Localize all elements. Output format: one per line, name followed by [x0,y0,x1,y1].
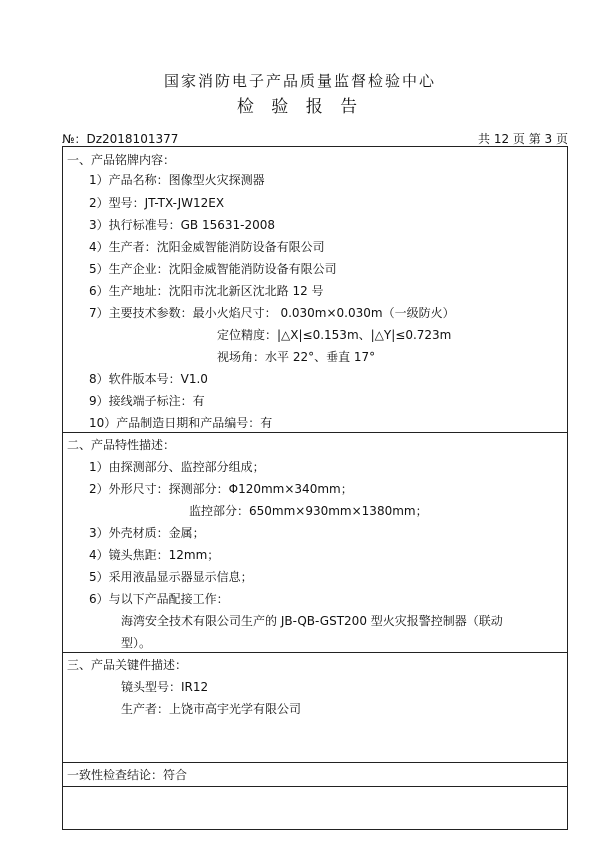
feature-dimensions-monitor: 监控部分：650mm×930mm×1380mm； [189,504,428,518]
product-producer: 4）生产者：沈阳金威智能消防设备有限公司 [89,240,325,254]
product-name: 1）产品名称：图像型火灾探测器 [89,173,265,187]
product-standard: 3）执行标准号：GB 15631-2008 [89,218,276,232]
report-number: №：Dz2018101377 [62,132,179,146]
keypart-producer: 生产者：上饶市高宇光学有限公司 [121,702,302,716]
divider-4 [63,786,567,787]
terminal-marking: 9）接线端子标注：有 [89,394,205,408]
product-enterprise: 5）生产企业：沈阳金威智能消防设备有限公司 [89,262,337,276]
keypart-lens-model: 镜头型号：IR12 [121,680,209,694]
section-keyparts-heading: 三、产品关键件描述： [67,658,188,672]
divider-2 [63,652,567,653]
feature-compatibility: 6）与以下产品配接工作： [89,592,229,606]
feature-focal-length: 4）镜头焦距：12mm； [89,548,220,562]
section-nameplate-heading: 一、产品铭牌内容： [67,153,176,167]
feature-compatibility-detail: 海湾安全技术有限公司生产的 JB-QB-GST200 型火灾报警控制器（联动 [121,614,503,628]
report-table [62,146,568,830]
report-meta [62,130,568,147]
org-title: 国家消防电子产品质量监督检验中心 [163,72,436,90]
divider-3 [63,762,567,763]
tech-params-view-angle: 视场角：水平 22°、垂直 17° [217,350,376,364]
product-model: 2）型号：JT-TX-JW12EX [89,196,225,210]
page-indicator: 共 12 页 第 3 页 [478,132,568,146]
software-version: 8）软件版本号：V1.0 [89,372,208,386]
section-features-heading: 二、产品特性描述： [67,438,176,452]
tech-params: 7）主要技术参数：最小火焰尺寸： 0.030m×0.030m（一级防火） [89,306,455,320]
feature-material: 3）外壳材质：金属； [89,526,205,540]
feature-display: 5）采用液晶显示器显示信息； [89,570,253,584]
divider-1 [63,432,567,433]
feature-composition: 1）由探测部分、监控部分组成； [89,460,265,474]
tech-params-accuracy: 定位精度：|△X|≤0.153m、|△Y|≤0.723m [217,328,452,342]
manufacture-date-serial: 10）产品制造日期和产品编号：有 [89,416,273,430]
report-title: 检 验 报 告 [236,97,364,117]
consistency-conclusion: 一致性检查结论：符合 [67,768,188,782]
feature-compatibility-detail-cont: 型）。 [121,636,152,650]
feature-dimensions: 2）外形尺寸：探测部分：Φ120mm×340mm； [89,482,353,496]
product-address: 6）生产地址：沈阳市沈北新区沈北路 12 号 [89,284,324,298]
